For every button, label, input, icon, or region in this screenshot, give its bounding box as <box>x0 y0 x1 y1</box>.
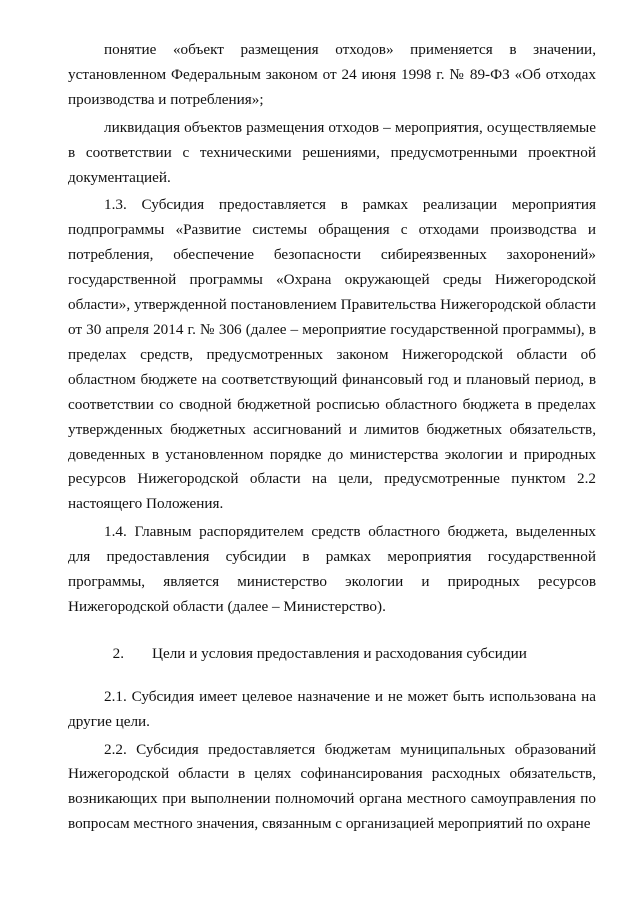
section-heading <box>68 642 596 667</box>
paragraph-1-4: 1.4. Главным распорядителем средств областного бюджета, выделенных для предоставления субсидии в рамках мероприятия государственной программы, является министерство экологии и природных ресурсов Нижегородской области (далее – Министерство). <box>68 523 596 615</box>
paragraph-2-2: 2.2. Субсидия предоставляется бюджетам муниципальных образований Нижегородской области в целях софинансирования расходных обязательств, возникающих при выполнении полномочий органа местного самоуправления по вопросам местного значения, связанным с организацией мероприятий по охране <box>68 740 596 833</box>
section-number: 2. <box>112 644 124 662</box>
paragraph-definition-waste-facility: понятие «объект размещения отходов» применяется в значении, установленном Федеральным законом от 24 июня 1998 г. № 89-ФЗ «Об отходах производства и потребления»; <box>68 41 596 108</box>
paragraph-1-3: 1.3. Субсидия предоставляется в рамках реализации мероприятия подпрограммы «Развитие системы обращения с отходами производства и потребления, обеспечение безопасности сибиреязвенных захоронений» государственной программы «Охрана окружающей среды Нижегородской области», утвержденной постановлением Правительства Нижегородской области от 30 апреля 2014 г. № 306 (далее – мероприятие государственной программы), в пределах средств, предусмотренных законом Нижегородской области об областном бюджете на соответствующий финансовый год и плановый период, в соответствии со сводной бюджетной росписью областного бюджета в пределах утвержденных бюджетных ассигнований и лимитов бюджетных обязательств, доведенных в установленном порядке до министерства экологии и природных ресурсов Нижегородской области на цели, предусмотренные пунктом 2.2 настоящего Положения. <box>68 196 596 513</box>
section-title: Цели и условия предоставления и расходования субсидии <box>152 644 527 662</box>
paragraph-2-1: 2.1. Субсидия имеет целевое назначение и не может быть использована на другие цели. <box>68 687 596 730</box>
paragraph-definition-liquidation: ликвидация объектов размещения отходов – мероприятия, осуществляемые в соответствии с техническими решениями, предусмотренными проектной документацией. <box>68 118 596 186</box>
